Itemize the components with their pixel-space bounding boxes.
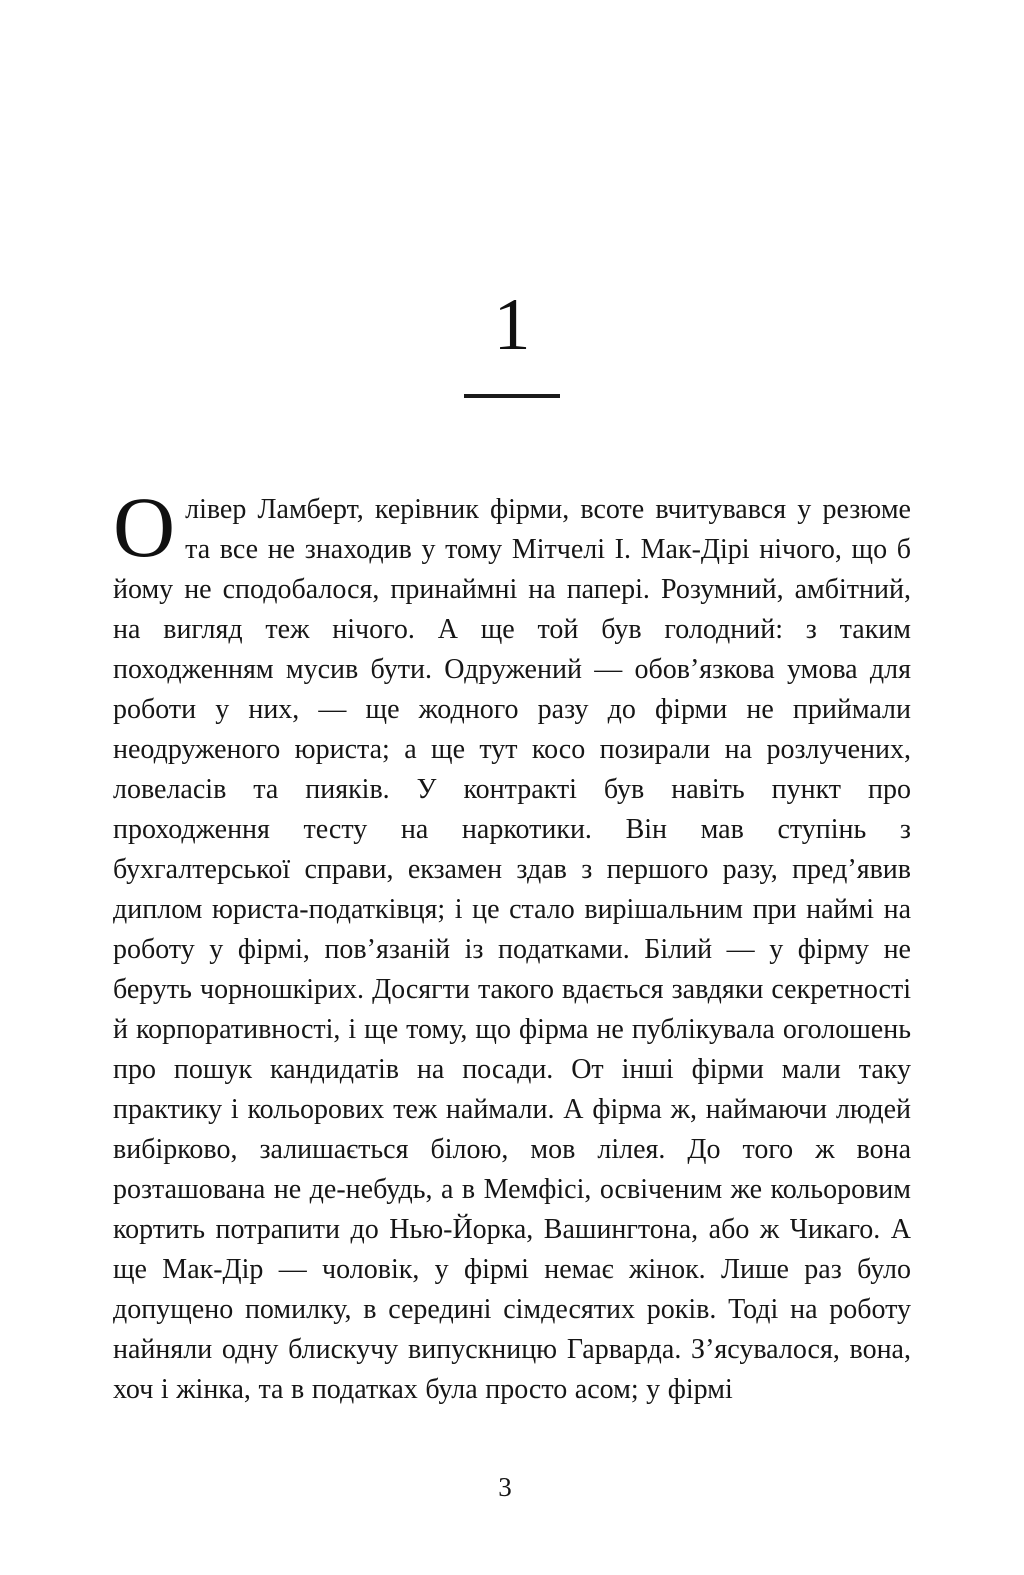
body-paragraph [113, 479, 911, 1410]
drop-cap: О [113, 479, 176, 575]
page-content [113, 0, 911, 1410]
chapter-number: 1 [493, 284, 531, 366]
paragraph-text: лівер Ламберт, керівник фірми, всоте вчитувався у резюме та все не знаходив у тому Мітчелі І. Мак-Дірі нічого, що б йому не сподобалося, принаймні на папері. Розумний, амбітний, на вигляд теж нічого. А ще той був голодний: з таким походженням мусив бути. Одружений — обов’язкова умова для роботи у них, — ще жодного разу до фірми не приймали неодруженого юриста; а ще тут косо позирали на розлучених, ловеласів та пияків. У контракті був навіть пункт про проходження тесту на наркотики. Він мав ступінь з бухгалтерської справи, екзамен здав з першого разу, пред’явив диплом юриста-податківця; і це стало вирішальним при наймі на роботу у фірмі, пов’язаній із податками. Білий — у фірму не беруть чорношкірих. Досягти такого вдається завдяки секретності й корпоративності, і ще тому, що фірма не публікувала оголошень про пошук кандидатів на посади. От інші фірми мали таку практику і кольорових теж наймали. А фірма ж, наймаючи людей вибірково, залишається білою, мов лілея. До того ж вона розташована не де-небудь, а в Мемфісі, освіченим же кольоровим кортить потрапити до Нью-Йорка, Вашингтона, або ж Чикаго. А ще Мак-Дір — чоловік, у фірмі немає жінок. Лише раз було допущено помилку, в середині сімдесятих років. Тоді на роботу найняли одну блискучу випускницю Гарварда. З’ясувалося, вона, хоч і жінка, та в податках була просто асом; у фірмі [113, 494, 911, 1405]
chapter-divider-rule [464, 394, 560, 398]
page-number: 3 [498, 1472, 512, 1502]
